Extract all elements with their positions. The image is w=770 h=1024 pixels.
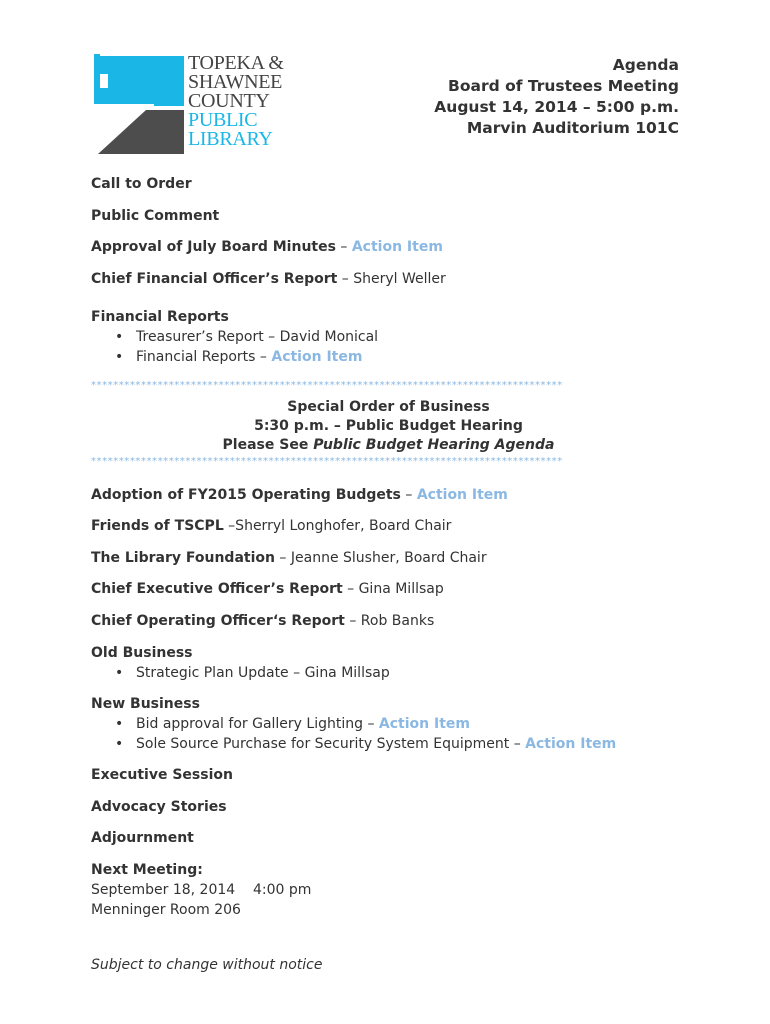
adoption-item bbox=[91, 485, 508, 505]
financial-reports-section bbox=[91, 307, 378, 367]
list-item bbox=[91, 734, 616, 754]
next-meeting-date: September 18, 2014 4:00 pm bbox=[91, 882, 312, 898]
foundation-label: The Library Foundation bbox=[91, 550, 275, 566]
meeting-name: Board of Trustees Meeting bbox=[448, 77, 679, 95]
list-item bbox=[91, 714, 616, 734]
special-order-note bbox=[91, 436, 686, 455]
logo-line-2: SHAWNEE bbox=[188, 71, 283, 93]
list-item-text: Bid approval for Gallery Lighting – bbox=[136, 716, 379, 732]
logo-line-3: COUNTY bbox=[188, 90, 270, 112]
meeting-date: August 14, 2014 – 5:00 p.m. bbox=[434, 98, 679, 116]
adoption-label: Adoption of FY2015 Operating Budgets bbox=[91, 487, 401, 503]
approval-minutes-label: Approval of July Board Minutes bbox=[91, 239, 336, 255]
cfo-report-presenter: Sheryl Weller bbox=[353, 271, 446, 287]
advocacy-stories: Advocacy Stories bbox=[91, 799, 227, 815]
special-order-title: Special Order of Business bbox=[287, 399, 490, 415]
coo-report-item bbox=[91, 611, 434, 631]
logo-line-5: LIBRARY bbox=[188, 128, 273, 150]
adoption-sep: – bbox=[400, 487, 417, 503]
old-business-section bbox=[91, 643, 390, 683]
coo-report-label: Chief Operating Officer‘s Report bbox=[91, 613, 345, 629]
friends-presenter: –Sherryl Longhofer, Board Chair bbox=[223, 518, 452, 534]
list-item: • Strategic Plan Update – Gina Millsap bbox=[91, 663, 390, 683]
page-title: Agenda bbox=[612, 56, 679, 74]
logo-line-1: TOPEKA & bbox=[188, 52, 284, 74]
friends-label: Friends of TSCPL bbox=[91, 518, 224, 534]
agenda-header bbox=[434, 55, 679, 139]
special-order-note-prefix: Please See bbox=[222, 437, 314, 453]
adjournment: Adjournment bbox=[91, 830, 194, 846]
special-order-note-italic: Public Budget Hearing Agenda bbox=[313, 437, 555, 453]
next-meeting-room: Menninger Room 206 bbox=[91, 902, 241, 918]
special-order-time: 5:30 p.m. – Public Budget Hearing bbox=[254, 418, 523, 434]
action-item-badge: Action Item bbox=[351, 239, 443, 255]
old-business-label: Old Business bbox=[91, 645, 193, 661]
foundation-presenter: – Jeanne Slusher, Board Chair bbox=[274, 550, 487, 566]
cfo-report-label: Chief Financial Officer’s Report bbox=[91, 271, 338, 287]
approval-minutes-item bbox=[91, 237, 443, 257]
action-item-badge: Action Item bbox=[378, 716, 470, 732]
divider-stars-bottom: ************************************************************************************* bbox=[91, 456, 563, 467]
library-logo-graphic bbox=[92, 54, 186, 154]
list-item-text: Sole Source Purchase for Security System Equipment – bbox=[136, 736, 526, 752]
executive-session: Executive Session bbox=[91, 767, 233, 783]
financial-reports-label: Financial Reports bbox=[91, 309, 229, 325]
list-item bbox=[91, 347, 378, 367]
library-logo bbox=[92, 54, 292, 158]
ceo-report-item bbox=[91, 579, 444, 599]
coo-report-presenter: – Rob Banks bbox=[344, 613, 435, 629]
ceo-report-presenter: – Gina Millsap bbox=[342, 581, 444, 597]
new-business-label: New Business bbox=[91, 696, 200, 712]
list-item: • Treasurer’s Report – David Monical bbox=[91, 327, 378, 347]
library-logo-text bbox=[188, 54, 284, 149]
action-item-badge: Action Item bbox=[525, 736, 617, 752]
call-to-order: Call to Order bbox=[91, 176, 192, 192]
next-meeting-label: Next Meeting: bbox=[91, 862, 203, 878]
divider-stars-top: ************************************************************************************* bbox=[91, 380, 563, 391]
foundation-item bbox=[91, 548, 487, 568]
friends-item bbox=[91, 516, 451, 536]
action-item-badge: Action Item bbox=[271, 349, 363, 365]
meeting-location: Marvin Auditorium 101C bbox=[466, 119, 679, 137]
logo-line-4: PUBLIC bbox=[188, 109, 258, 131]
cfo-report-sep: – bbox=[337, 271, 354, 287]
next-meeting-section bbox=[91, 860, 311, 920]
cfo-report-item bbox=[91, 269, 446, 289]
approval-minutes-sep: – bbox=[335, 239, 352, 255]
public-comment: Public Comment bbox=[91, 208, 220, 224]
ceo-report-label: Chief Executive Officer’s Report bbox=[91, 581, 343, 597]
list-item-text: Financial Reports – bbox=[136, 349, 272, 365]
footer-note: Subject to change without notice bbox=[91, 957, 323, 973]
new-business-section bbox=[91, 694, 616, 754]
action-item-badge: Action Item bbox=[416, 487, 508, 503]
